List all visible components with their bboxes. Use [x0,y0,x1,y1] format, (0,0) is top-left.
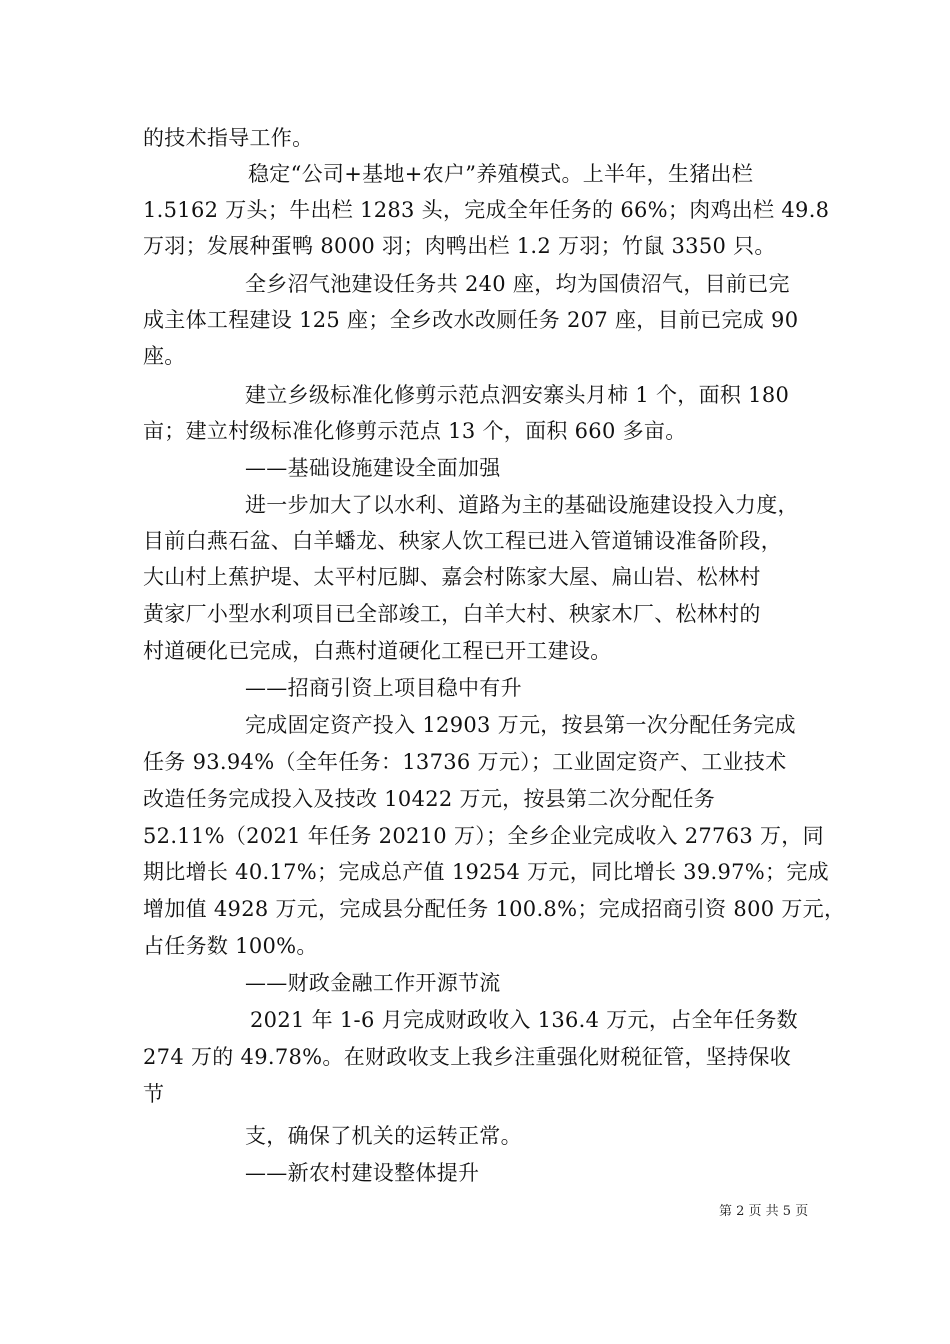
text-line: 期比增长 40.17%；完成总产值 19254 万元，同比增长 39.97%；完成 [143,860,829,884]
text-line: 完成固定资产投入 12903 万元，按县第一次分配任务完成 [245,713,796,737]
text-line: 增加值 4928 万元，完成县分配任务 100.8%；完成招商引资 800 万元， [143,897,846,921]
text-line: 建立乡级标准化修剪示范点泗安寨头月柿 1 个，面积 180 [245,383,790,407]
text-line: 稳定“公司+基地+农户”养殖模式。上半年，生猪出栏 [248,162,754,186]
text-line: 2021 年 1-6 月完成财政收入 136.4 万元，占全年任务数 [250,1008,798,1032]
text-line: 占任务数 100%。 [143,934,318,958]
text-line: 1.5162 万头；牛出栏 1283 头，完成全年任务的 66%；肉鸡出栏 49.8 [143,198,830,222]
section-heading: ——基础设施建设全面加强 [245,456,501,480]
text-line: 村道硬化已完成，白燕村道硬化工程已开工建设。 [143,639,612,663]
text-line: 274 万的 49.78%。在财政收支上我乡注重强化财税征管，坚持保收 [143,1045,792,1069]
text-line: 节 [143,1082,165,1106]
text-line: 的技术指导工作。 [143,126,314,150]
text-line: 座。 [143,344,186,368]
text-line: 成主体工程建设 125 座；全乡改水改厕任务 207 座，目前已完成 90 [143,308,799,332]
section-heading: ——招商引资上项目稳中有升 [245,676,522,700]
text-line: 亩；建立村级标准化修剪示范点 13 个，面积 660 多亩。 [143,419,687,443]
text-line: 黄家厂小型水利项目已全部竣工，白羊大村、秧家木厂、松林村的 [143,602,761,626]
text-line: 进一步加大了以水利、道路为主的基础设施建设投入力度， [245,493,799,517]
page-indicator: 第 2 页 共 5 页 [719,1204,809,1219]
text-line: 52.11%（2021 年任务 20210 万）；全乡企业完成收入 27763 万，同 [143,824,824,848]
text-line: 大山村上蕉护堤、太平村厄脚、嘉会村陈家大屋、扁山岩、松林村 [143,565,761,589]
text-line: 全乡沼气池建设任务共 240 座，均为国债沼气，目前已完 [245,272,790,296]
section-heading: ——新农村建设整体提升 [245,1161,480,1185]
section-heading: ——财政金融工作开源节流 [245,971,501,995]
text-line: 万羽；发展种蛋鸭 8000 羽；肉鸭出栏 1.2 万羽；竹鼠 3350 只。 [143,234,776,258]
text-line: 支，确保了机关的运转正常。 [245,1124,522,1148]
text-line: 任务 93.94%（全年任务：13736 万元）；工业固定资产、工业技术 [143,750,787,774]
text-line: 改造任务完成投入及技改 10422 万元，按县第二次分配任务 [143,787,716,811]
text-line: 目前白燕石盆、白羊蟠龙、秧家人饮工程已进入管道铺设准备阶段， [143,529,782,553]
